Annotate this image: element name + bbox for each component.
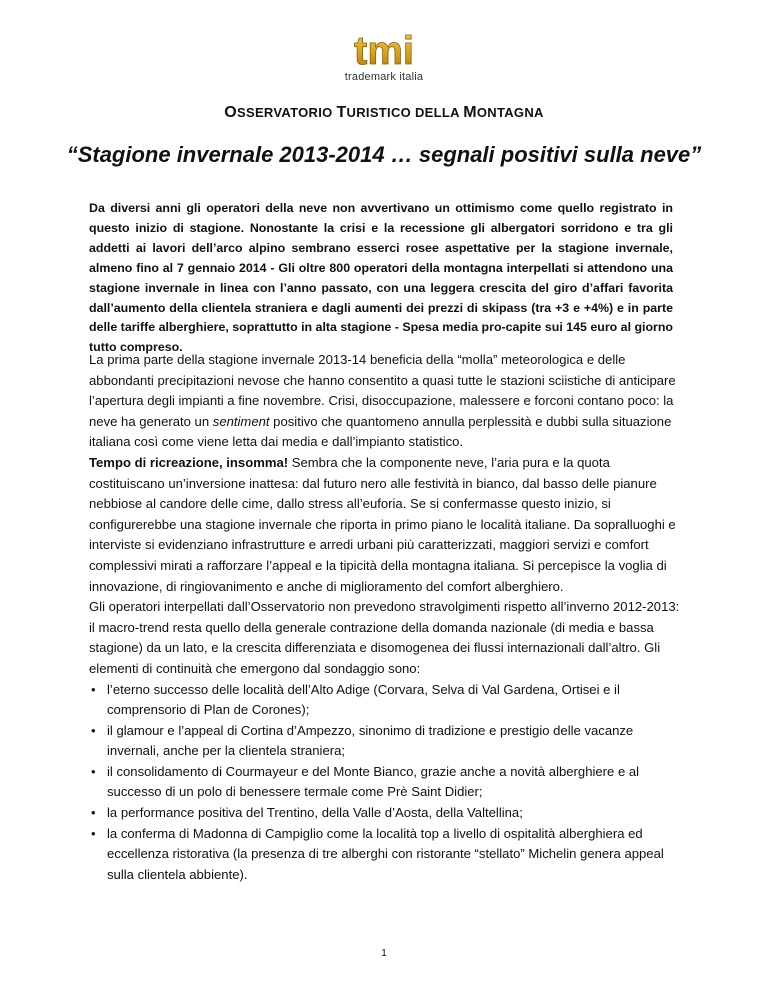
list-item: • il consolidamento di Courmayeur e del Monte Bianco, grazie anche a novità alberghiere e al successo di un polo di benessere termale come Prè Saint Didier;	[89, 762, 685, 803]
tmi-logo-mark	[344, 30, 424, 70]
logo	[336, 22, 432, 92]
logo-subtitle: trademark italia	[344, 71, 424, 83]
header-cap-2: T	[336, 104, 347, 121]
page-number: 1	[381, 948, 387, 959]
lead-paragraph: Da diversi anni gli operatori della neve non avvertivano un ottimismo come quello registrato in questo inizio di stagione. Nonostante la crisi e la recessione gli albergatori sorridono e tra gli addetti ai lavori dell’arco alpino sembrano esserci rosee aspettative per la stagione invernale, almeno fino al 7 gennaio 2014 - Gli oltre 800 operatori della montagna interpellati si attendono una stagione invernale in linea con l’anno passato, con una leggera crescita del giro d’affari favorita dall’aumento della clientela straniera e dagli aumenti dei prezzi di skipass (tra +3 e +4%) e in parte delle tariffe alberghiere, soprattutto in alta stagione - Spesa media pro-capite sui 145 euro al giorno tutto compreso.	[89, 201, 673, 355]
paragraph-1-end: positivo che quantomeno annulla perplessità e dubbi sulla situazione italiana così come viene letta dai media e dall’impianto statistico.	[89, 413, 672, 450]
header-rest-1: SSERVATORIO	[237, 105, 337, 120]
header-rest-2: URISTICO DELLA	[346, 105, 464, 120]
paragraph-2	[89, 453, 685, 597]
document-header	[0, 104, 768, 122]
body-text	[89, 350, 685, 885]
paragraph-3: Gli operatori interpellati dall’Osservatorio non prevedono stravolgimenti rispetto all’inverno 2012-2013: il macro-trend resta quello della generale contrazione della domanda nazionale (di media e bassa stagione) da un lato, e la crescita differenziata e disomogenea dei flussi internazionali dall’altro. Gli elementi di continuità che emergono dal sondaggio sono:	[89, 599, 680, 676]
paragraph-1-start: La prima parte della stagione invernale 2013-14 beneficia della “molla” meteorologica e delle abbondanti precipitazioni nevose che hanno consentito a quasi tutte le stazioni sciistiche di anticipare l’apertura degli impianti a fine novembre. Crisi, disoccupazione, malessere e forconi contano poco: la neve ha generato un	[89, 352, 676, 429]
paragraph-1-emphasis: sentiment	[212, 413, 270, 429]
paragraph-1	[89, 350, 685, 453]
paragraph-2-lead: Tempo di ricreazione, insomma!	[89, 454, 289, 470]
header-cap-1: O	[224, 104, 238, 121]
header-rest-3: ONTAGNA	[476, 105, 544, 120]
list-item: • il glamour e l’appeal di Cortina d’Ampezzo, sinonimo di tradizione e prestigio delle vacanze invernali, anche per la clientela straniera;	[89, 721, 685, 762]
logo-mark-text: tmi	[354, 30, 414, 70]
header-cap-3: M	[463, 104, 477, 121]
list-item: • la performance positiva del Trentino, della Valle d’Aosta, della Valtellina;	[89, 803, 685, 824]
paragraph-2-text: Sembra che la componente neve, l’aria pura e la quota costituiscano un’inversione inattesa: dal futuro nero alle festività in bianco, dal basso delle pianure nebbiose al candore delle cime, dallo stress all’euforia. Se si confermasse questo inizio, si configurerebbe una stagione invernale che riporta in primo piano le località italiane. Da sopralluoghi e interviste si evidenziano infrastrutture e arredi urbani più caratterizzati, maggiori servizi e comfort complessivi mirati a rafforzare l’appeal e la tipicità della montagna italiana. Si percepisce la voglia di innovazione, di ringiovanimento e anche di miglioramento del comfort alberghiero.	[89, 454, 676, 594]
document-title: “Stagione invernale 2013-2014 … segnali positivi sulla neve”	[66, 142, 702, 167]
bullet-list	[89, 680, 685, 886]
list-item: • l’eterno successo delle località dell’Alto Adige (Corvara, Selva di Val Gardena, Ortisei e il comprensorio di Plan de Corones);	[89, 680, 685, 721]
list-item: • la conferma di Madonna di Campiglio come la località top a livello di ospitalità alberghiera ed eccellenza ristorativa (la presenza di tre alberghi con ristorante “stellato” Michelin genera appeal sulla clientela abbiente).	[89, 824, 685, 886]
